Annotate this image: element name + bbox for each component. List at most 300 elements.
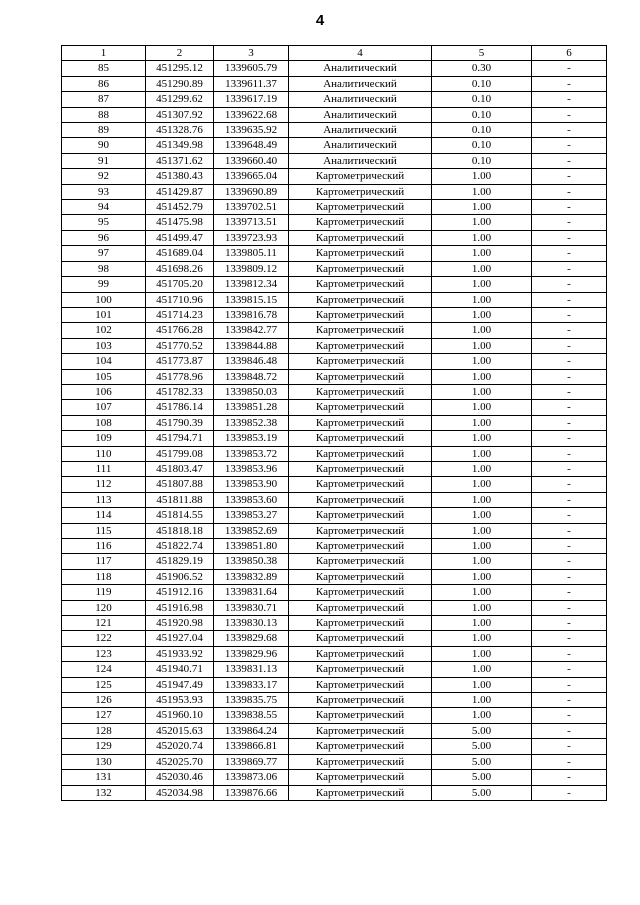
description-cell: - [532,354,607,369]
point-number-cell: 124 [62,662,146,677]
method-cell: Картометрический [289,246,432,261]
point-number-cell: 97 [62,246,146,261]
method-cell: Картометрический [289,461,432,476]
point-number-cell: 126 [62,693,146,708]
y-coordinate-cell: 1339833.17 [214,677,289,692]
description-cell: - [532,92,607,107]
table-row [62,631,607,646]
table-row [62,600,607,615]
table-row [62,585,607,600]
column-header-6: 6 [532,46,607,61]
y-coordinate-cell: 1339690.89 [214,184,289,199]
method-cell: Картометрический [289,415,432,430]
y-coordinate-cell: 1339830.71 [214,600,289,615]
table-row [62,184,607,199]
x-coordinate-cell: 452034.98 [146,785,214,800]
y-coordinate-cell: 1339660.40 [214,153,289,168]
table-row [62,446,607,461]
x-coordinate-cell: 451818.18 [146,523,214,538]
accuracy-cell: 1.00 [432,169,532,184]
x-coordinate-cell: 451380.43 [146,169,214,184]
y-coordinate-cell: 1339846.48 [214,354,289,369]
x-coordinate-cell: 452025.70 [146,754,214,769]
column-header-1: 1 [62,46,146,61]
method-cell: Картометрический [289,184,432,199]
description-cell: - [532,307,607,322]
method-cell: Аналитический [289,138,432,153]
accuracy-cell: 1.00 [432,523,532,538]
y-coordinate-cell: 1339853.60 [214,492,289,507]
description-cell: - [532,246,607,261]
description-cell: - [532,785,607,800]
method-cell: Картометрический [289,523,432,538]
description-cell: - [532,323,607,338]
description-cell: - [532,739,607,754]
accuracy-cell: 1.00 [432,539,532,554]
table-row [62,508,607,523]
description-cell: - [532,693,607,708]
y-coordinate-cell: 1339844.88 [214,338,289,353]
accuracy-cell: 1.00 [432,292,532,307]
table-row [62,369,607,384]
method-cell: Аналитический [289,153,432,168]
accuracy-cell: 1.00 [432,508,532,523]
table-row [62,76,607,91]
x-coordinate-cell: 451814.55 [146,508,214,523]
method-cell: Картометрический [289,215,432,230]
description-cell: - [532,492,607,507]
table-row [62,554,607,569]
table-row [62,261,607,276]
y-coordinate-cell: 1339635.92 [214,123,289,138]
method-cell: Картометрический [289,323,432,338]
accuracy-cell: 1.00 [432,200,532,215]
table-row [62,307,607,322]
method-cell: Аналитический [289,92,432,107]
header-row [62,46,607,61]
method-cell: Картометрический [289,230,432,245]
point-number-cell: 105 [62,369,146,384]
table-row [62,754,607,769]
accuracy-cell: 1.00 [432,384,532,399]
y-coordinate-cell: 1339622.68 [214,107,289,122]
y-coordinate-cell: 1339830.13 [214,616,289,631]
method-cell: Картометрический [289,785,432,800]
accuracy-cell: 5.00 [432,754,532,769]
method-cell: Аналитический [289,76,432,91]
x-coordinate-cell: 451307.92 [146,107,214,122]
x-coordinate-cell: 451714.23 [146,307,214,322]
method-cell: Картометрический [289,708,432,723]
accuracy-cell: 1.00 [432,693,532,708]
point-number-cell: 129 [62,739,146,754]
table-header [62,46,607,61]
y-coordinate-cell: 1339848.72 [214,369,289,384]
table-row [62,354,607,369]
description-cell: - [532,107,607,122]
accuracy-cell: 1.00 [432,277,532,292]
method-cell: Картометрический [289,492,432,507]
y-coordinate-cell: 1339829.68 [214,631,289,646]
x-coordinate-cell: 451927.04 [146,631,214,646]
method-cell: Картометрический [289,662,432,677]
description-cell: - [532,200,607,215]
y-coordinate-cell: 1339702.51 [214,200,289,215]
method-cell: Картометрический [289,292,432,307]
description-cell: - [532,338,607,353]
x-coordinate-cell: 451799.08 [146,446,214,461]
accuracy-cell: 1.00 [432,585,532,600]
accuracy-cell: 1.00 [432,708,532,723]
accuracy-cell: 1.00 [432,677,532,692]
accuracy-cell: 1.00 [432,662,532,677]
table-row [62,461,607,476]
method-cell: Картометрический [289,169,432,184]
description-cell: - [532,61,607,76]
method-cell: Картометрический [289,770,432,785]
accuracy-cell: 1.00 [432,184,532,199]
y-coordinate-cell: 1339842.77 [214,323,289,338]
description-cell: - [532,569,607,584]
y-coordinate-cell: 1339812.34 [214,277,289,292]
x-coordinate-cell: 451299.62 [146,92,214,107]
table-row [62,384,607,399]
point-number-cell: 121 [62,616,146,631]
method-cell: Аналитический [289,61,432,76]
y-coordinate-cell: 1339864.24 [214,723,289,738]
accuracy-cell: 1.00 [432,230,532,245]
table-row [62,123,607,138]
method-cell: Картометрический [289,754,432,769]
description-cell: - [532,415,607,430]
point-number-cell: 123 [62,646,146,661]
x-coordinate-cell: 451710.96 [146,292,214,307]
accuracy-cell: 1.00 [432,616,532,631]
description-cell: - [532,770,607,785]
table-row [62,477,607,492]
point-number-cell: 96 [62,230,146,245]
y-coordinate-cell: 1339665.04 [214,169,289,184]
table-row [62,107,607,122]
column-header-5: 5 [432,46,532,61]
x-coordinate-cell: 451778.96 [146,369,214,384]
x-coordinate-cell: 451933.92 [146,646,214,661]
table-row [62,677,607,692]
description-cell: - [532,662,607,677]
y-coordinate-cell: 1339853.19 [214,431,289,446]
point-number-cell: 127 [62,708,146,723]
y-coordinate-cell: 1339838.55 [214,708,289,723]
point-number-cell: 102 [62,323,146,338]
x-coordinate-cell: 451499.47 [146,230,214,245]
description-cell: - [532,508,607,523]
description-cell: - [532,600,607,615]
x-coordinate-cell: 451349.98 [146,138,214,153]
method-cell: Картометрический [289,431,432,446]
method-cell: Картометрический [289,354,432,369]
method-cell: Картометрический [289,693,432,708]
method-cell: Картометрический [289,739,432,754]
x-coordinate-cell: 451328.76 [146,123,214,138]
accuracy-cell: 1.00 [432,431,532,446]
description-cell: - [532,76,607,91]
point-number-cell: 112 [62,477,146,492]
y-coordinate-cell: 1339723.93 [214,230,289,245]
method-cell: Картометрический [289,477,432,492]
y-coordinate-cell: 1339853.96 [214,461,289,476]
method-cell: Картометрический [289,261,432,276]
table-row [62,246,607,261]
accuracy-cell: 1.00 [432,323,532,338]
table-row [62,400,607,415]
table-row [62,323,607,338]
x-coordinate-cell: 451689.04 [146,246,214,261]
y-coordinate-cell: 1339617.19 [214,92,289,107]
accuracy-cell: 1.00 [432,631,532,646]
method-cell: Картометрический [289,631,432,646]
point-number-cell: 115 [62,523,146,538]
table-row [62,723,607,738]
x-coordinate-cell: 451698.26 [146,261,214,276]
accuracy-cell: 5.00 [432,770,532,785]
method-cell: Картометрический [289,539,432,554]
y-coordinate-cell: 1339816.78 [214,307,289,322]
y-coordinate-cell: 1339851.80 [214,539,289,554]
x-coordinate-cell: 451912.16 [146,585,214,600]
column-header-4: 4 [289,46,432,61]
table-row [62,138,607,153]
accuracy-cell: 1.00 [432,569,532,584]
x-coordinate-cell: 451782.33 [146,384,214,399]
point-number-cell: 104 [62,354,146,369]
table-row [62,770,607,785]
description-cell: - [532,539,607,554]
table-row [62,708,607,723]
table-row [62,292,607,307]
x-coordinate-cell: 451295.12 [146,61,214,76]
table-row [62,215,607,230]
table-row [62,169,607,184]
x-coordinate-cell: 451807.88 [146,477,214,492]
point-number-cell: 87 [62,92,146,107]
accuracy-cell: 1.00 [432,261,532,276]
description-cell: - [532,277,607,292]
accuracy-cell: 5.00 [432,723,532,738]
x-coordinate-cell: 451947.49 [146,677,214,692]
y-coordinate-cell: 1339648.49 [214,138,289,153]
x-coordinate-cell: 451290.89 [146,76,214,91]
x-coordinate-cell: 451475.98 [146,215,214,230]
method-cell: Аналитический [289,123,432,138]
y-coordinate-cell: 1339876.66 [214,785,289,800]
table-row [62,662,607,677]
x-coordinate-cell: 451822.74 [146,539,214,554]
point-number-cell: 109 [62,431,146,446]
accuracy-cell: 1.00 [432,338,532,353]
point-number-cell: 122 [62,631,146,646]
point-number-cell: 117 [62,554,146,569]
point-number-cell: 111 [62,461,146,476]
accuracy-cell: 1.00 [432,246,532,261]
point-number-cell: 125 [62,677,146,692]
column-header-3: 3 [214,46,289,61]
accuracy-cell: 0.10 [432,92,532,107]
table-row [62,338,607,353]
y-coordinate-cell: 1339832.89 [214,569,289,584]
accuracy-cell: 1.00 [432,307,532,322]
description-cell: - [532,261,607,276]
y-coordinate-cell: 1339869.77 [214,754,289,769]
table-row [62,61,607,76]
table-row [62,492,607,507]
point-number-cell: 89 [62,123,146,138]
accuracy-cell: 1.00 [432,369,532,384]
description-cell: - [532,477,607,492]
accuracy-cell: 0.10 [432,153,532,168]
x-coordinate-cell: 451705.20 [146,277,214,292]
table-row [62,616,607,631]
method-cell: Картометрический [289,646,432,661]
description-cell: - [532,169,607,184]
method-cell: Аналитический [289,107,432,122]
accuracy-cell: 1.00 [432,477,532,492]
table-row [62,153,607,168]
method-cell: Картометрический [289,277,432,292]
point-number-cell: 92 [62,169,146,184]
table-row [62,431,607,446]
point-number-cell: 106 [62,384,146,399]
point-number-cell: 119 [62,585,146,600]
accuracy-cell: 1.00 [432,400,532,415]
x-coordinate-cell: 451773.87 [146,354,214,369]
x-coordinate-cell: 451920.98 [146,616,214,631]
accuracy-cell: 5.00 [432,785,532,800]
point-number-cell: 108 [62,415,146,430]
table-row [62,277,607,292]
description-cell: - [532,230,607,245]
point-number-cell: 110 [62,446,146,461]
x-coordinate-cell: 451766.28 [146,323,214,338]
y-coordinate-cell: 1339852.69 [214,523,289,538]
point-number-cell: 86 [62,76,146,91]
y-coordinate-cell: 1339829.96 [214,646,289,661]
x-coordinate-cell: 451429.87 [146,184,214,199]
accuracy-cell: 0.10 [432,76,532,91]
x-coordinate-cell: 451940.71 [146,662,214,677]
description-cell: - [532,708,607,723]
table-row [62,523,607,538]
description-cell: - [532,384,607,399]
description-cell: - [532,523,607,538]
description-cell: - [532,631,607,646]
x-coordinate-cell: 451790.39 [146,415,214,430]
x-coordinate-cell: 452015.63 [146,723,214,738]
accuracy-cell: 1.00 [432,461,532,476]
description-cell: - [532,723,607,738]
point-number-cell: 113 [62,492,146,507]
x-coordinate-cell: 451906.52 [146,569,214,584]
y-coordinate-cell: 1339713.51 [214,215,289,230]
y-coordinate-cell: 1339831.13 [214,662,289,677]
description-cell: - [532,138,607,153]
y-coordinate-cell: 1339809.12 [214,261,289,276]
point-number-cell: 98 [62,261,146,276]
x-coordinate-cell: 451452.79 [146,200,214,215]
method-cell: Картометрический [289,400,432,415]
point-number-cell: 93 [62,184,146,199]
description-cell: - [532,461,607,476]
description-cell: - [532,446,607,461]
method-cell: Картометрический [289,569,432,584]
method-cell: Картометрический [289,200,432,215]
table-row [62,415,607,430]
description-cell: - [532,754,607,769]
point-number-cell: 107 [62,400,146,415]
point-number-cell: 91 [62,153,146,168]
accuracy-cell: 1.00 [432,646,532,661]
x-coordinate-cell: 451829.19 [146,554,214,569]
method-cell: Картометрический [289,369,432,384]
point-number-cell: 85 [62,61,146,76]
y-coordinate-cell: 1339873.06 [214,770,289,785]
y-coordinate-cell: 1339852.38 [214,415,289,430]
point-number-cell: 103 [62,338,146,353]
accuracy-cell: 1.00 [432,492,532,507]
description-cell: - [532,616,607,631]
x-coordinate-cell: 451811.88 [146,492,214,507]
coordinates-table [61,45,607,801]
description-cell: - [532,431,607,446]
table-row [62,739,607,754]
x-coordinate-cell: 451960.10 [146,708,214,723]
y-coordinate-cell: 1339611.37 [214,76,289,91]
x-coordinate-cell: 451803.47 [146,461,214,476]
x-coordinate-cell: 451786.14 [146,400,214,415]
point-number-cell: 100 [62,292,146,307]
x-coordinate-cell: 452030.46 [146,770,214,785]
y-coordinate-cell: 1339850.38 [214,554,289,569]
point-number-cell: 116 [62,539,146,554]
description-cell: - [532,292,607,307]
point-number-cell: 114 [62,508,146,523]
point-number-cell: 131 [62,770,146,785]
accuracy-cell: 1.00 [432,354,532,369]
y-coordinate-cell: 1339831.64 [214,585,289,600]
method-cell: Картометрический [289,384,432,399]
method-cell: Картометрический [289,600,432,615]
accuracy-cell: 0.10 [432,123,532,138]
method-cell: Картометрический [289,508,432,523]
description-cell: - [532,554,607,569]
description-cell: - [532,123,607,138]
x-coordinate-cell: 451916.98 [146,600,214,615]
y-coordinate-cell: 1339853.72 [214,446,289,461]
table-row [62,230,607,245]
method-cell: Картометрический [289,338,432,353]
description-cell: - [532,400,607,415]
y-coordinate-cell: 1339805.11 [214,246,289,261]
point-number-cell: 132 [62,785,146,800]
point-number-cell: 130 [62,754,146,769]
description-cell: - [532,369,607,384]
method-cell: Картометрический [289,616,432,631]
table-row [62,92,607,107]
x-coordinate-cell: 451770.52 [146,338,214,353]
accuracy-cell: 0.10 [432,138,532,153]
point-number-cell: 120 [62,600,146,615]
description-cell: - [532,677,607,692]
accuracy-cell: 1.00 [432,554,532,569]
